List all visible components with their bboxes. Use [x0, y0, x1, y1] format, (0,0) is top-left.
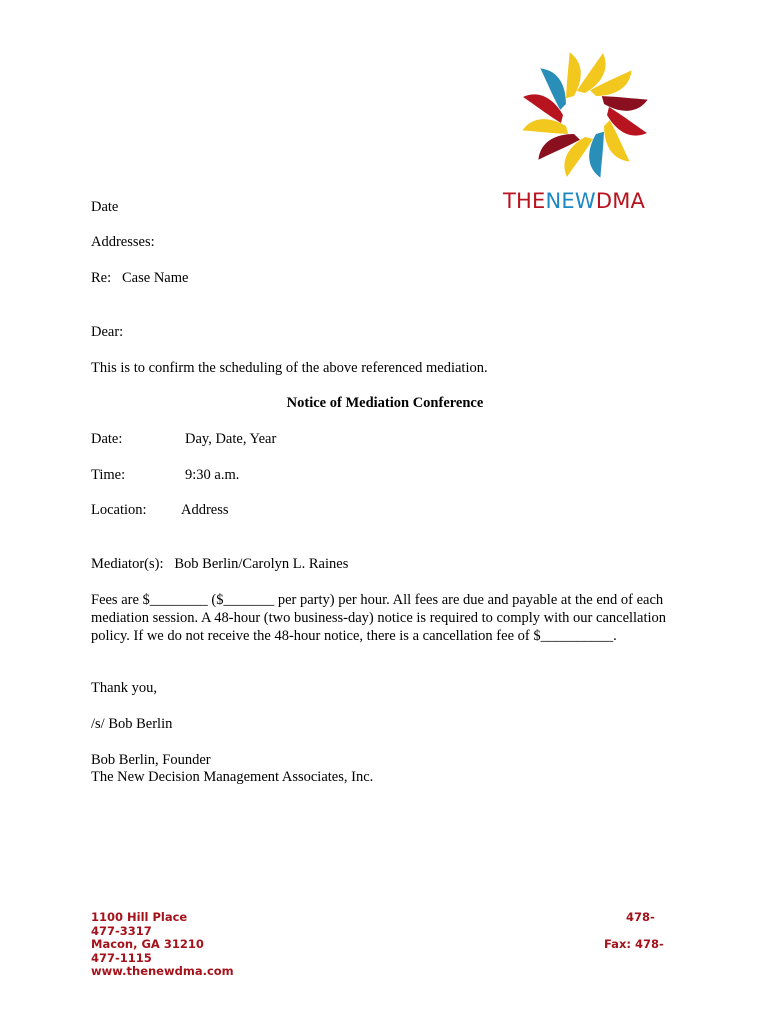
salutation: Dear:	[91, 324, 124, 340]
brand-the: THE	[503, 189, 546, 213]
notice-title	[0, 395, 770, 412]
brand-wordmark	[503, 189, 645, 213]
fees-paragraph: Fees are $________ ($_______ per party) per hour. All fees are due and payable at the end of each mediation session. A 48-hour (two business-day) notice is required to comply with our cancellation policy. If we do not receive the 48-hour notice, there is a cancellation fee of $__________.	[91, 592, 667, 644]
field-value-time: 9:30 a.m.	[185, 467, 240, 483]
field-value-location: Address	[181, 502, 229, 518]
field-label-location: Location:	[91, 502, 147, 518]
footer-fax-prefix: Fax: 478-	[604, 937, 664, 951]
mediators-line: Mediator(s): Bob Berlin/Carolyn L. Raines	[91, 556, 349, 572]
brand-new: NEW	[545, 189, 596, 213]
field-label-time: Time:	[91, 467, 126, 483]
signer-name: Bob Berlin, Founder	[91, 752, 211, 768]
field-value-date: Day, Date, Year	[185, 431, 277, 447]
footer-street: 1100 Hill Place	[91, 910, 188, 924]
footer-city: Macon, GA 31210	[91, 937, 204, 951]
addresses-line: Addresses:	[91, 234, 155, 250]
intro-sentence: This is to confirm the scheduling of the above referenced mediation.	[91, 360, 488, 376]
re-line: Re: Case Name	[91, 270, 189, 286]
footer-address	[91, 911, 234, 979]
brand-dma: DMA	[595, 189, 646, 213]
footer-fax-suffix: 477-1115	[91, 950, 152, 965]
company-logo	[520, 50, 650, 180]
date-line: Date	[91, 199, 119, 215]
signature: /s/ Bob Berlin	[91, 716, 173, 732]
notice-title-text: Notice of Mediation Conference	[286, 395, 484, 411]
footer-phone-prefix: 478-	[626, 910, 655, 924]
footer-website: www.thenewdma.com	[91, 964, 234, 978]
footer-phone-suffix: 477-3317	[91, 923, 152, 938]
signer-company: The New Decision Management Associates, Inc.	[91, 769, 374, 785]
closing: Thank you,	[91, 680, 158, 696]
field-label-date: Date:	[91, 431, 123, 447]
